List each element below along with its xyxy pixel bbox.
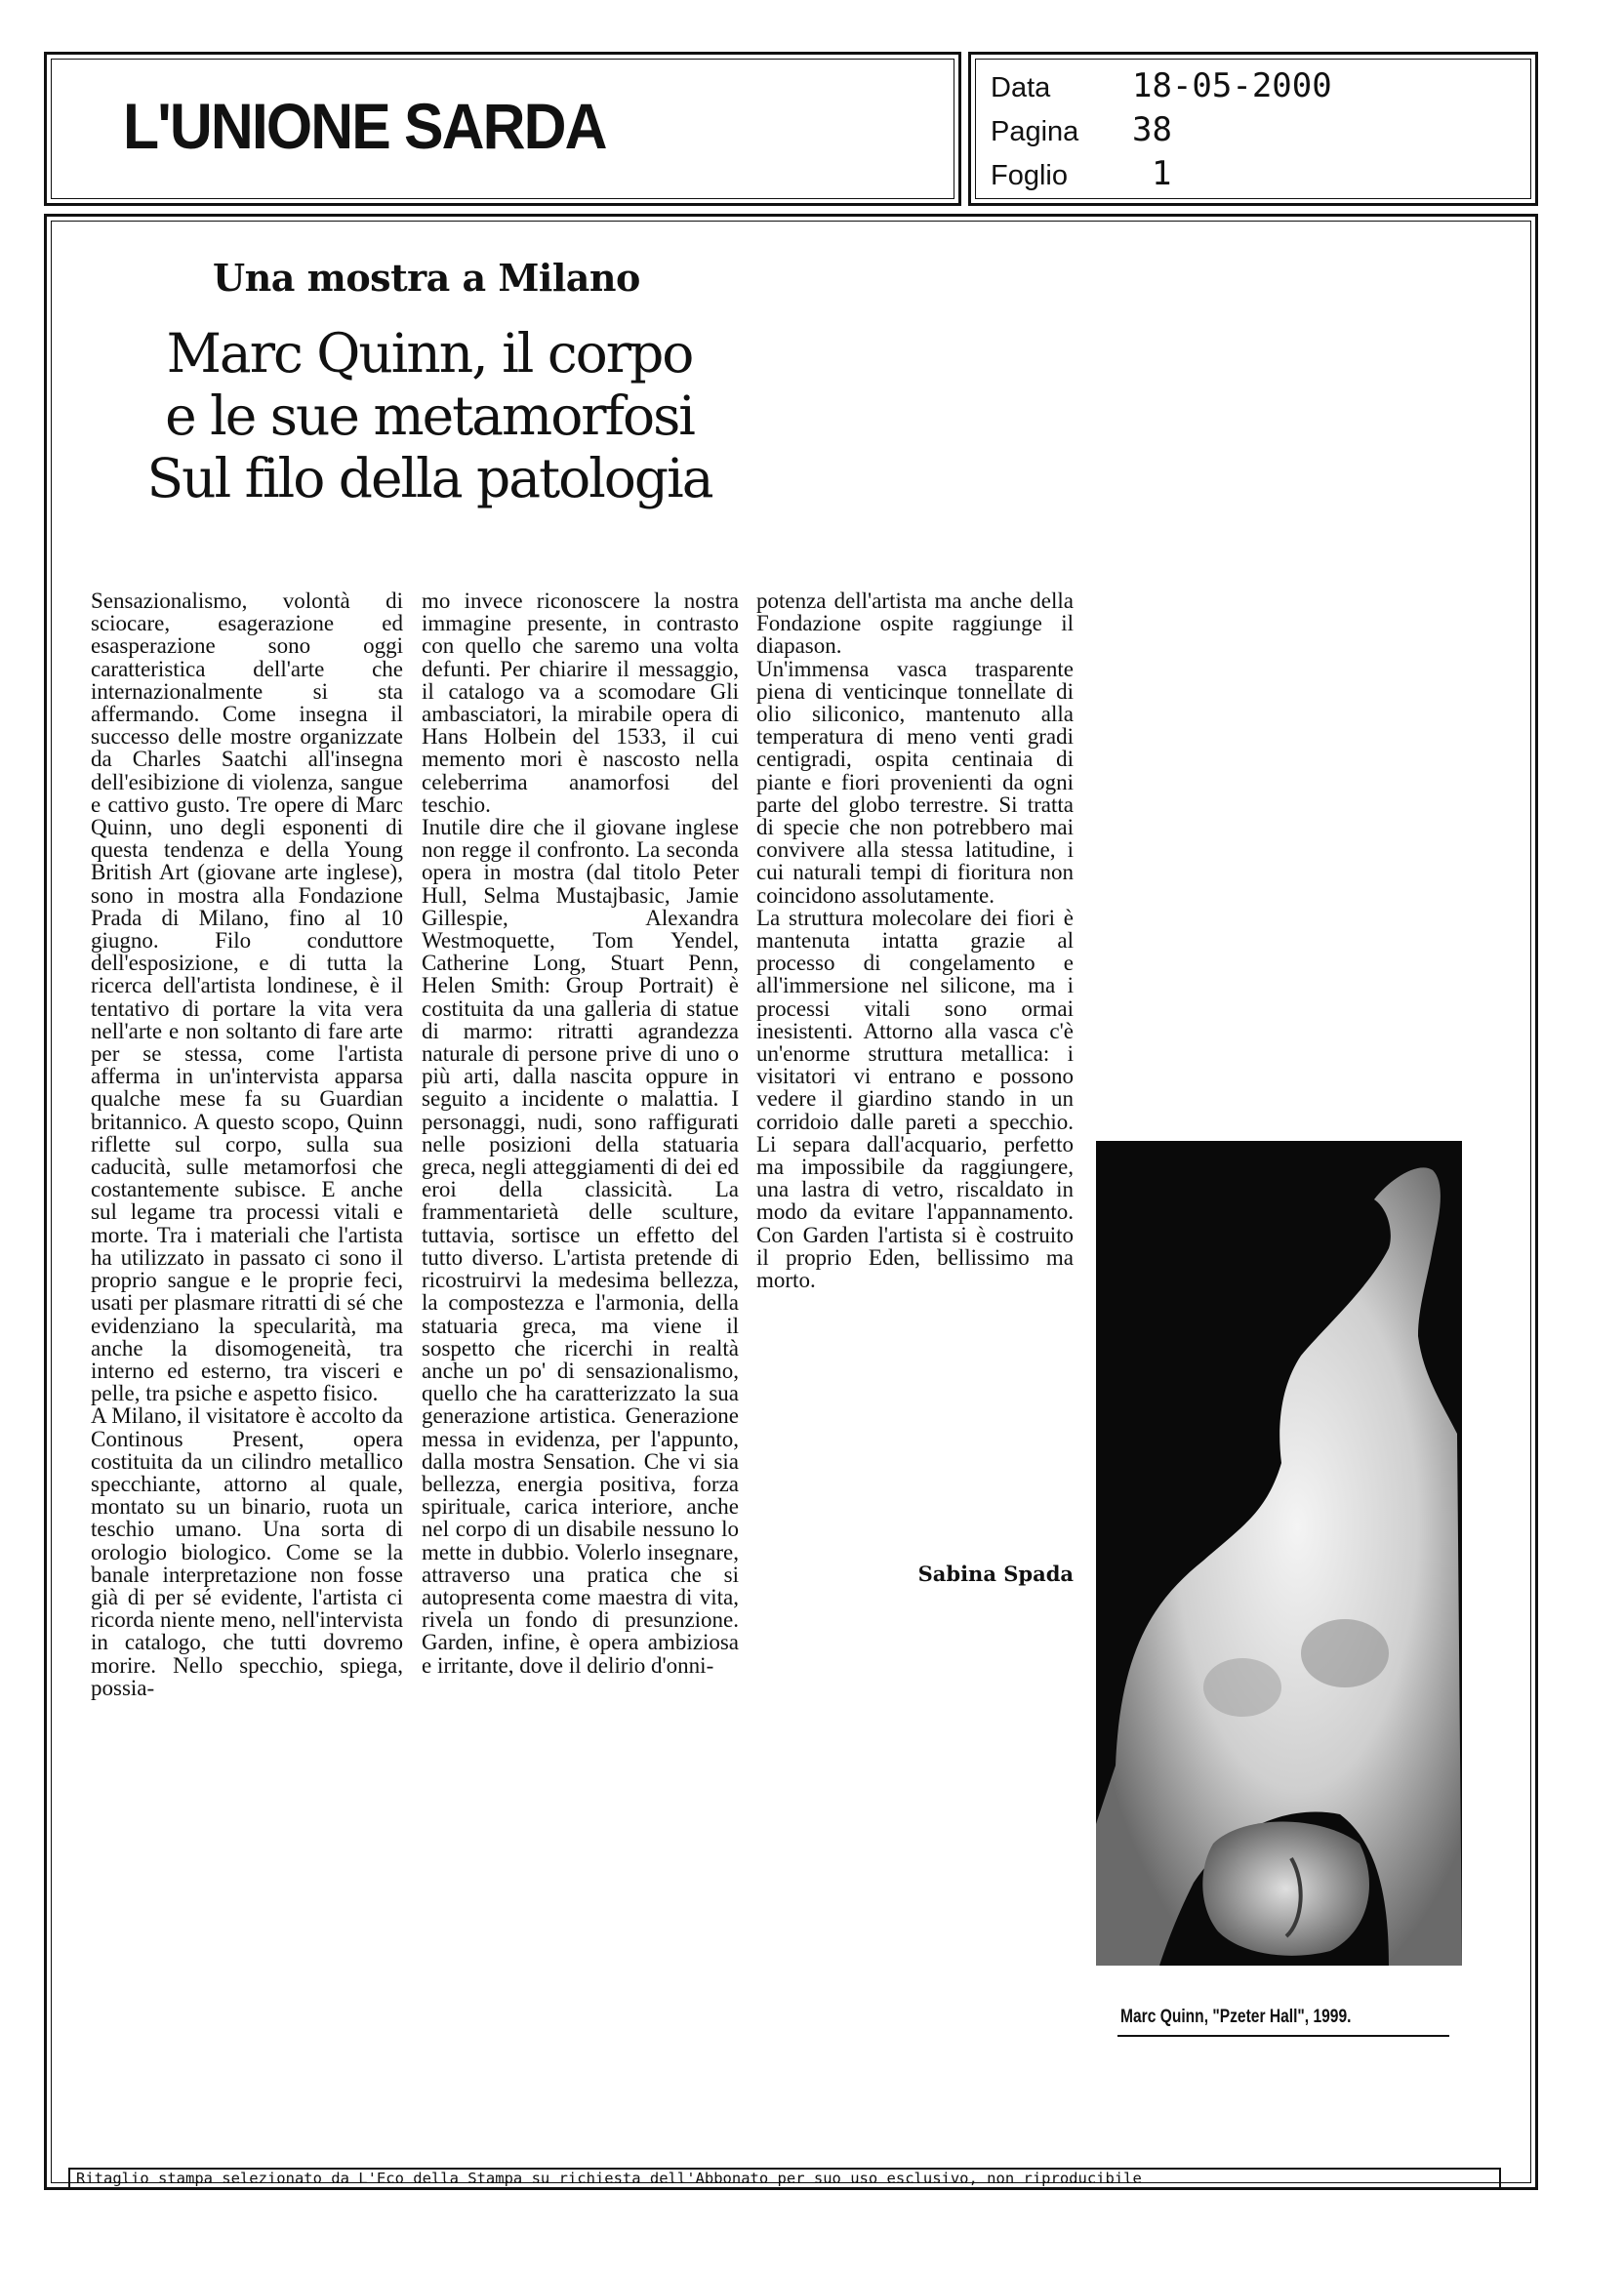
sculpture-illustration — [1096, 1141, 1462, 1966]
article-column-2: mo invece riconoscere la nostra immagine presente, in contrasto con quello che saremo una volta defunti. Per chiarire il messaggio, il catalogo va a scomodare Gli ambasciatori, la mirabile opera di Hans Holbein del 1533, il cui memento mori è nascosto nella celeberrima anamorfosi del teschio. Inutile dire che il giovane inglese non regge il confronto. La seconda opera in mostra (dal titolo Peter Hull, Selma Mustajbasic, Jamie Gillespie, Alexandra Westmoquette, Tom Yendel, Catherine Long, Stuart Penn, Helen Smith: Group Portrait) è costituita da una galleria di statue di marmo: ritratti agrandezza naturale di persone prive di uno o più arti, dalla nascita oppure in seguito a incidente o malattia. I personaggi, nudi, sono raffigurati nelle posizioni della statuaria greca, negli atteggiamenti di dei ed eroi della classicità. La frammentarietà delle sculture, tuttavia, sortisce un effetto del tutto diverso. L'artista pretende di ricostruirvi la medesima bellezza, la compostezza e l'armonia, della statuaria greca, ma viene il sospetto che ricerchi in realtà anche un po' di sensazionalismo, quello che ha caratterizzato la sua generazione artistica. Generazione messa in evidenza, per l'appunto, dalla mostra Sensation. Che vi sia bellezza, energia positiva, forza spirituale, carica interiore, anche nel corpo di un disabile nessuno lo mette in dubbio. Volerlo insegnare, attraverso una pratica che si autopresenta come maestra di vita, rivela un fondo di presunzione. Garden, infine, è opera ambiziosa e irritante, dove il delirio d'onni- — [422, 589, 739, 1678]
meta-value-date: 18-05-2000 — [1132, 66, 1332, 105]
meta-value-page: 38 — [1132, 110, 1172, 149]
headline-line-1: Marc Quinn, il corpo — [166, 322, 693, 385]
caption-underline — [1117, 2035, 1449, 2037]
meta-label-page: Pagina — [991, 116, 1079, 147]
headline-line-3: Sul filo della patologia — [146, 447, 712, 509]
masthead-logo: L'UNIONE SARDA — [123, 90, 606, 162]
sculpture-photo — [1096, 1141, 1462, 1966]
photo-caption: Marc Quinn, "Pzeter Hall", 1999. — [1120, 2007, 1352, 2027]
article-kicker: Una mostra a Milano — [213, 256, 640, 300]
article-headline — [117, 322, 742, 509]
article-column-1: Sensazionalismo, volontà di sciocare, esagerazione ed esasperazione sono oggi caratteristica dell'arte che internazionalmente si sta affermando. Come insegna il successo delle mostre organizzate da Charles Saatchi all'insegna dell'esibizione di violenza, sangue e cattivo gusto. Tre opere di Marc Quinn, uno degli esponenti di questa tendenza e della Young British Art (giovane arte inglese), sono in mostra alla Fondazione Prada di Milano, fino al 10 giugno. Filo conduttore dell'esposizione, e di tutta la ricerca dell'artista londinese, è il tentativo di portare la vita vera nell'arte e non soltanto di fare arte per se stessa, come l'artista afferma in un'intervista apparsa qualche mese fa su Guardian britannico. A questo scopo, Quinn riflette sul corpo, sulla sua caducità, sulle metamorfosi che costantemente subisce. E anche sul legame tra processi vitali e morte. Tra i materiali che l'artista ha utilizzato in passato ci sono il proprio sangue e le proprie feci, usati per plasmare ritratti di sé che evidenziano la specularità, ma anche la disomogeneità, tra interno ed esterno, tra visceri e pelle, tra psiche e aspetto fisico. A Milano, il visitatore è accolto da Continous Present, opera costituita da un cilindro metallico specchiante, attorno al quale, montato su un binario, ruota un teschio umano. Una sorta di orologio biologico. Come se la banale interpretazione non fosse già di per sé evidente, l'artista ci ricorda niente meno, nell'intervista in catalogo, che tutti dovremo morire. Nello specchio, spiega, possia- — [91, 589, 403, 1700]
article-column-3: potenza dell'artista ma anche della Fondazione ospite raggiunge il diapason. Un'immensa vasca trasparente piena di venticinque tonnellate di olio siliconico, mantenuto alla temperatura di meno venti gradi centigradi, ospita centinaia di piante e fiori provenienti da ogni parte del globo terrestre. Si tratta di specie che non potrebbero mai convivere alla stessa latitudine, i cui naturali tempi di fioritura non coincidono assolutamente. La struttura molecolare dei fiori è mantenuta intatta grazie al processo di congelamento e all'immersione nel silicone, ma i processi vitali sono ormai inesistenti. Attorno alla vasca c'è un'enorme struttura metallica: i visitatori vi entrano e possono vedere il giardino stando in un corridoio dalle pareti a specchio. Li separa dall'acquario, perfetto ma impossibile da raggiungere, una lastra di vetro, riscaldato in modo da evitare l'appannamento. Con Garden l'artista si è costruito il proprio Eden, bellissimo ma morto. — [756, 589, 1074, 1293]
meta-label-sheet: Foglio — [991, 160, 1068, 191]
meta-label-date: Data — [991, 72, 1051, 103]
masthead-box — [44, 52, 961, 206]
article-author: Sabina Spada — [917, 1562, 1074, 1586]
meta-value-sheet: 1 — [1152, 154, 1172, 193]
meta-box — [968, 52, 1538, 206]
headline-line-2: e le sue metamorfosi — [165, 385, 694, 447]
clipping-footer: Ritaglio stampa selezionato da L'Eco della Stampa su richiesta dell'Abbonato per suo uso esclusivo, non riproducibile — [68, 2168, 1501, 2189]
